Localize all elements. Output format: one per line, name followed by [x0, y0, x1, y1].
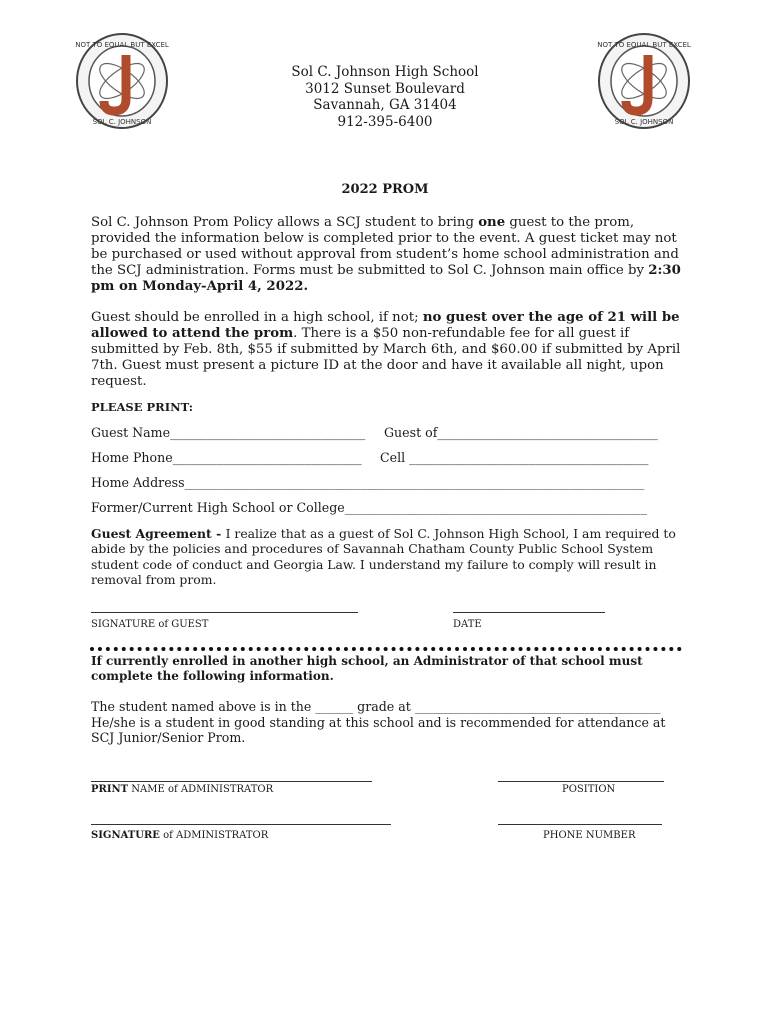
seal-bottom-text: SOL C. JOHNSON	[92, 118, 152, 126]
admin-signature-line[interactable]	[91, 824, 391, 825]
phone-number-label: PHONE NUMBER	[543, 830, 636, 841]
guest-name-field[interactable]: Guest Name_______________________________	[91, 425, 366, 440]
date-label: DATE	[453, 619, 482, 630]
guest-agreement	[91, 526, 683, 588]
date-line[interactable]	[453, 612, 605, 613]
guest-signature-label: SIGNATURE of GUEST	[91, 619, 209, 630]
admin-print-name-line[interactable]	[91, 781, 372, 782]
seal-top-text: NOT TO EQUAL BUT EXCEL	[597, 41, 691, 49]
school-name: Sol C. Johnson High School	[291, 64, 479, 80]
admin-signature-label	[91, 830, 268, 841]
form-heading: PLEASE PRINT:	[91, 400, 193, 414]
school-city: Savannah, GA 31404	[313, 97, 457, 114]
page-title: 2022 PROM	[341, 182, 429, 197]
former-school-field[interactable]: Former/Current High School or College________________________________________________	[91, 500, 647, 515]
agreement-label: Guest Agreement -	[91, 526, 226, 541]
seal-bottom-text: SOL C. JOHNSON	[614, 118, 674, 126]
position-label: POSITION	[562, 784, 616, 795]
print-label-text: NAME of ADMINISTRATOR	[128, 784, 274, 795]
policy-deadline: 2:30 pm on Monday-April 4, 2022.	[91, 263, 681, 294]
guest-signature-line[interactable]	[91, 612, 358, 613]
signature-label-text: of ADMINISTRATOR	[159, 830, 269, 841]
policy-paragraph-1	[91, 215, 691, 295]
section-divider	[90, 647, 682, 651]
school-address: 3012 Sunset Boulevard	[305, 80, 465, 97]
signature-label-bold: SIGNATURE	[91, 830, 160, 841]
policy-text: Guest should be enrolled in a high school, if not;	[91, 310, 423, 325]
seal-top-text: NOT TO EQUAL BUT EXCEL	[75, 41, 169, 49]
agreement-text: I realize that as a guest of Sol C. Johnson High School, I am required to abide by the policies and procedures of Savannah Chatham County Public School System student code of conduct and Georgia Law. I understand my failure to comply will result in removal from prom.	[91, 526, 676, 588]
cell-field[interactable]: Cell ______________________________________	[380, 450, 649, 465]
letterhead	[0, 64, 770, 130]
admin-print-name-label	[91, 784, 273, 795]
home-phone-field[interactable]: Home Phone______________________________	[91, 450, 362, 465]
admin-notice: If currently enrolled in another high school, an Administrator of that school must complete the following information.	[91, 654, 643, 684]
position-line[interactable]	[498, 781, 664, 782]
policy-paragraph-2	[91, 310, 691, 390]
school-phone: 912-395-6400	[337, 113, 433, 130]
policy-text: . There is a $50 non-refundable fee for all guest if submitted by Feb. 8th, $55 if submitted by March 6th, and $60.00 if submitted by April 7th. Guest must present a picture ID at the door and have it available all night, upon request.	[91, 326, 681, 389]
print-label-bold: PRINT	[91, 784, 129, 795]
home-address-field[interactable]: Home Address_________________________________________________________________________	[91, 475, 645, 490]
grade-school-field[interactable]: The student named above is in the ______ grade at _______________________________________	[91, 699, 661, 714]
standing-statement: He/she is a student in good standing at this school and is recommended for attendance at SCJ Junior/Senior Prom.	[91, 715, 666, 746]
policy-emphasis: no guest over the age of 21 will be allowed to attend the prom	[91, 310, 680, 341]
policy-text: guest to the prom, provided the information below is completed prior to the event. A guest ticket may not be purchased or used without approval from student’s home school administration and the SCJ administration. Forms must be submitted to Sol C. Johnson main office by	[91, 215, 679, 278]
policy-emphasis: one	[478, 215, 506, 230]
policy-text: Sol C. Johnson Prom Policy allows a SCJ student to bring	[91, 215, 479, 230]
guest-of-field[interactable]: Guest of___________________________________	[384, 425, 658, 440]
phone-number-line[interactable]	[498, 824, 662, 825]
